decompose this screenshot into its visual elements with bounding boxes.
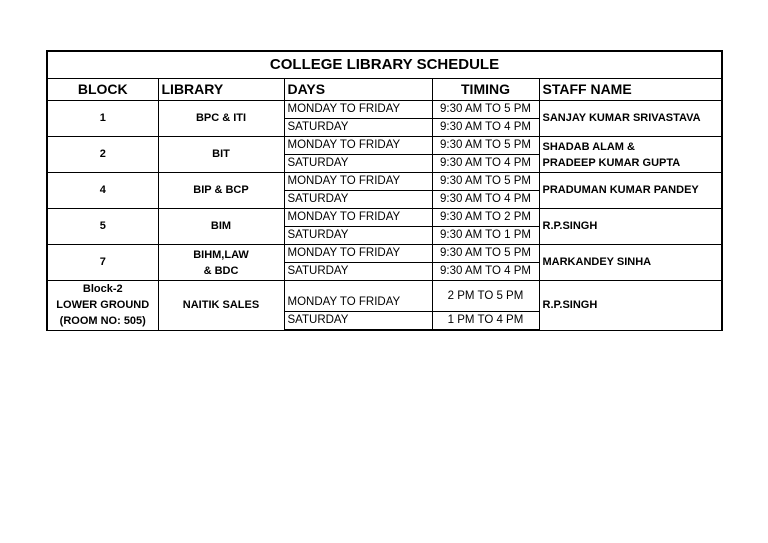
header-library: LIBRARY — [158, 79, 284, 101]
header-staff-name: STAFF NAME — [539, 79, 722, 101]
days-cell: SATURDAY — [284, 119, 432, 137]
header-block: BLOCK — [47, 79, 158, 101]
library-cell: BIM — [158, 209, 284, 245]
block-cell: 5 — [47, 209, 158, 245]
library-line: & BDC — [203, 264, 239, 277]
days-cell: MONDAY TO FRIDAY — [284, 281, 432, 312]
table-row — [47, 209, 722, 227]
days-cell: MONDAY TO FRIDAY — [284, 137, 432, 155]
block-line: LOWER GROUND — [56, 299, 150, 312]
table-row — [47, 281, 722, 312]
library-cell: BIT — [158, 137, 284, 173]
library-cell — [158, 245, 284, 281]
staff-cell: SANJAY KUMAR SRIVASTAVA — [539, 101, 722, 137]
header-row — [47, 79, 722, 101]
block-cell — [47, 281, 158, 331]
days-cell: MONDAY TO FRIDAY — [284, 173, 432, 191]
timing-cell: 9:30 AM TO 4 PM — [432, 119, 539, 137]
timing-cell: 9:30 AM TO 2 PM — [432, 209, 539, 227]
table-row — [47, 245, 722, 263]
table-row — [47, 101, 722, 119]
staff-cell: R.P.SINGH — [539, 281, 722, 331]
timing-cell: 2 PM TO 5 PM — [432, 281, 539, 312]
staff-line: SHADAB ALAM & — [542, 140, 635, 153]
library-schedule-table — [46, 50, 723, 331]
timing-cell: 9:30 AM TO 5 PM — [432, 101, 539, 119]
timing-cell: 1 PM TO 4 PM — [432, 312, 539, 331]
days-cell: SATURDAY — [284, 263, 432, 281]
timing-cell: 9:30 AM TO 4 PM — [432, 263, 539, 281]
staff-cell: PRADUMAN KUMAR PANDEY — [539, 173, 722, 209]
timing-cell: 9:30 AM TO 1 PM — [432, 227, 539, 245]
timing-cell: 9:30 AM TO 5 PM — [432, 173, 539, 191]
library-cell: NAITIK SALES — [158, 281, 284, 331]
block-cell: 2 — [47, 137, 158, 173]
timing-cell: 9:30 AM TO 4 PM — [432, 155, 539, 173]
timing-cell: 9:30 AM TO 4 PM — [432, 191, 539, 209]
schedule-sheet — [46, 50, 723, 331]
staff-cell: R.P.SINGH — [539, 209, 722, 245]
block-line: (ROOM NO: 505) — [59, 315, 146, 328]
block-cell: 7 — [47, 245, 158, 281]
days-cell: SATURDAY — [284, 312, 432, 331]
table-row — [47, 137, 722, 155]
days-cell: SATURDAY — [284, 191, 432, 209]
timing-cell: 9:30 AM TO 5 PM — [432, 245, 539, 263]
library-line: BIHM,LAW — [193, 248, 249, 261]
days-cell: MONDAY TO FRIDAY — [284, 209, 432, 227]
days-cell: SATURDAY — [284, 227, 432, 245]
block-cell: 1 — [47, 101, 158, 137]
library-cell: BIP & BCP — [158, 173, 284, 209]
block-cell: 4 — [47, 173, 158, 209]
schedule-title: COLLEGE LIBRARY SCHEDULE — [47, 51, 722, 79]
title-row — [47, 51, 722, 79]
staff-line: PRADEEP KUMAR GUPTA — [542, 156, 681, 169]
header-days: DAYS — [284, 79, 432, 101]
days-cell: MONDAY TO FRIDAY — [284, 101, 432, 119]
staff-cell: MARKANDEY SINHA — [539, 245, 722, 281]
days-cell: SATURDAY — [284, 155, 432, 173]
header-timing: TIMING — [432, 79, 539, 101]
days-cell: MONDAY TO FRIDAY — [284, 245, 432, 263]
timing-cell: 9:30 AM TO 5 PM — [432, 137, 539, 155]
block-line: Block-2 — [82, 283, 123, 296]
table-row — [47, 173, 722, 191]
library-cell: BPC & ITI — [158, 101, 284, 137]
staff-cell — [539, 137, 722, 173]
